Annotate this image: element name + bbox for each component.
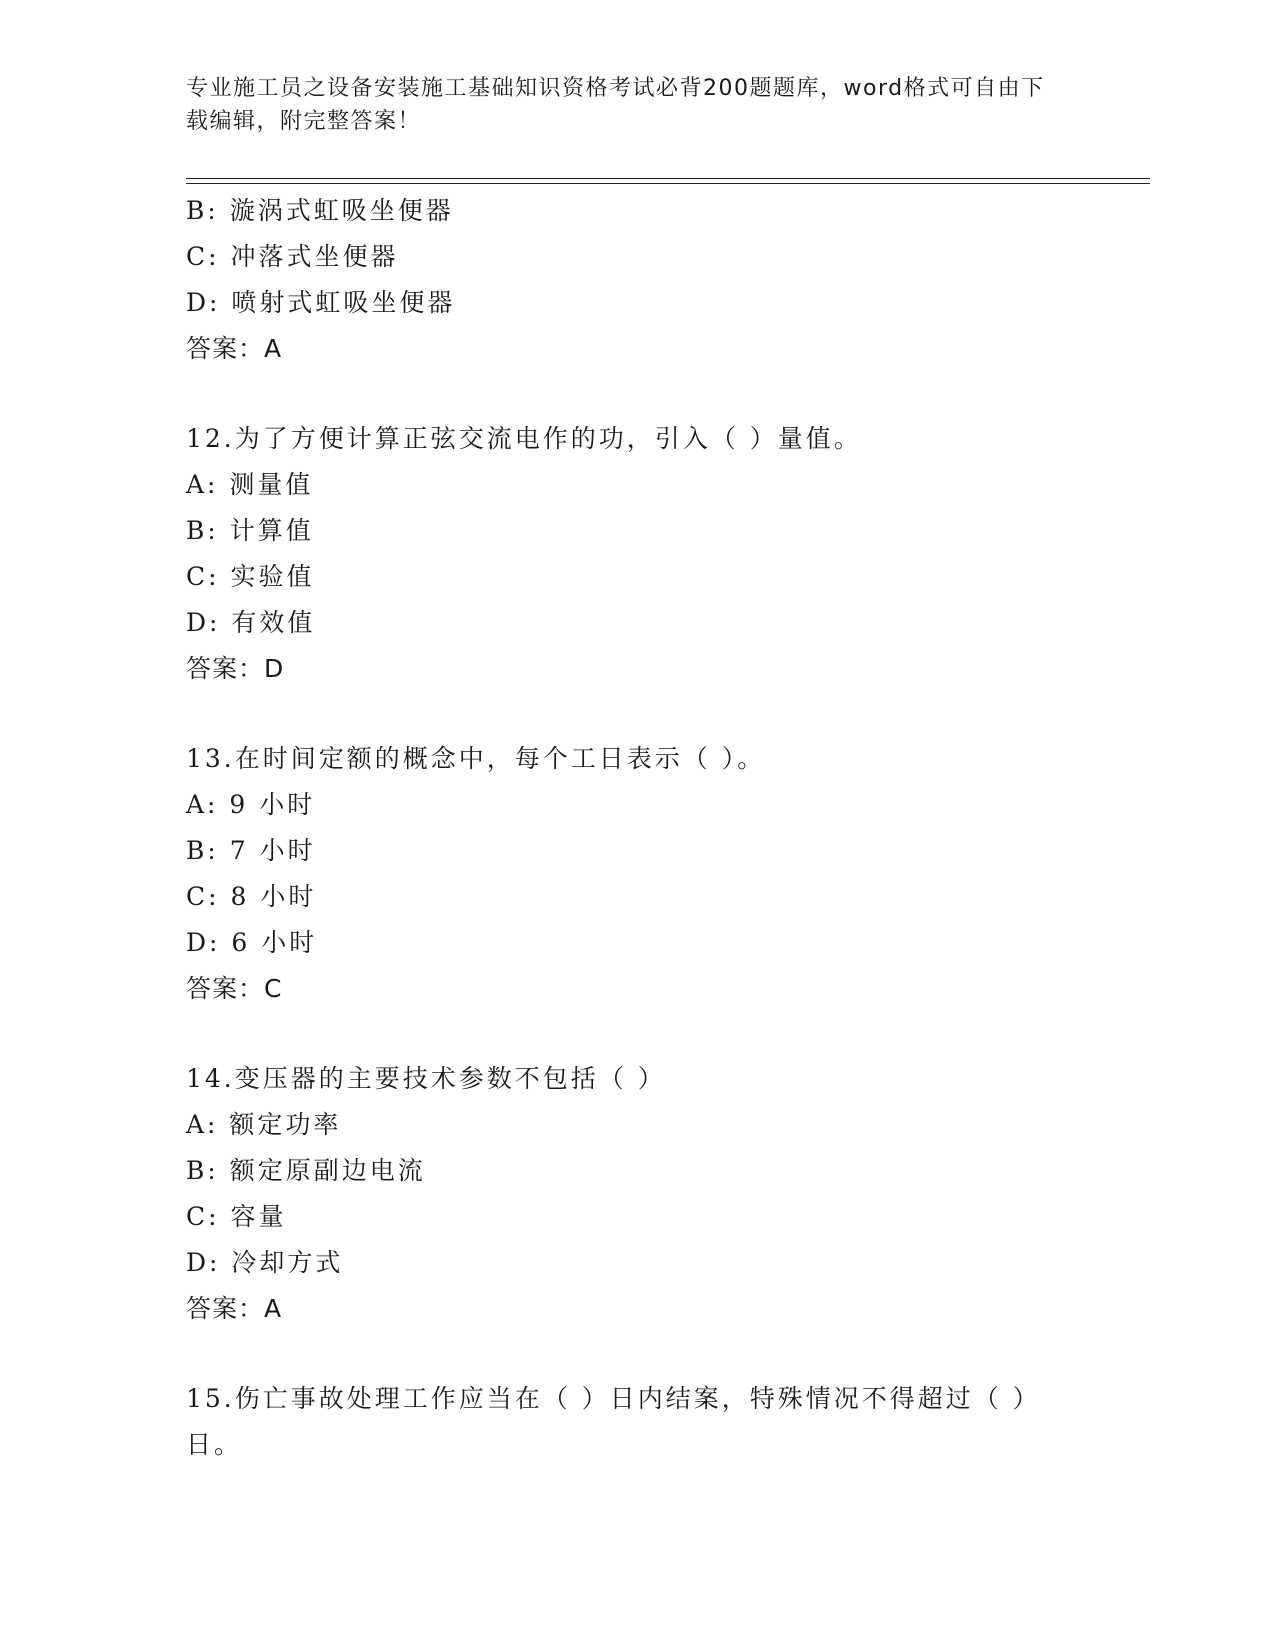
option-d: D: 喷射式虹吸坐便器 [186,288,456,317]
question-block-12 [186,416,1086,692]
option-a: A: 测量值 [186,470,314,499]
option-a: A: 9 小时 [186,790,316,819]
question-block-11 [186,188,1086,372]
option-d: D: 6 小时 [186,928,318,957]
option-a: A: 额定功率 [186,1110,342,1139]
question-block-15 [186,1376,1086,1468]
header-divider-top [186,178,1150,179]
document-header: 专业施工员之设备安装施工基础知识资格考试必背200题题库，word格式可自由下载编辑，附完整答案！ [186,76,1045,134]
answer: 答案：C [186,974,283,1003]
question-block-14 [186,1056,1086,1332]
question-text: 14.变压器的主要技术参数不包括（ ） [186,1064,666,1093]
option-d: D: 有效值 [186,608,316,637]
answer: 答案：A [186,334,283,363]
option-b: B: 计算值 [186,516,314,545]
option-c: C: 冲落式坐便器 [186,242,399,271]
question-text: 15.伤亡事故处理工作应当在（ ）日内结案，特殊情况不得超过（ ）日。 [186,1384,1041,1459]
option-c: C: 8 小时 [186,882,317,911]
option-b: B: 7 小时 [186,836,316,865]
question-block-13 [186,736,1086,1012]
question-text: 13.在时间定额的概念中，每个工日表示（ ）。 [186,744,766,773]
option-c: C: 容量 [186,1202,287,1231]
answer: 答案：A [186,1294,283,1323]
option-d: D: 冷却方式 [186,1248,344,1277]
question-text: 12.为了方便计算正弦交流电作的功，引入（ ）量值。 [186,424,862,453]
answer: 答案：D [186,654,285,683]
option-c: C: 实验值 [186,562,315,591]
question-list [186,188,1086,1468]
option-b: B: 漩涡式虹吸坐便器 [186,196,454,225]
option-b: B: 额定原副边电流 [186,1156,426,1185]
header-divider-bottom [186,183,1150,184]
